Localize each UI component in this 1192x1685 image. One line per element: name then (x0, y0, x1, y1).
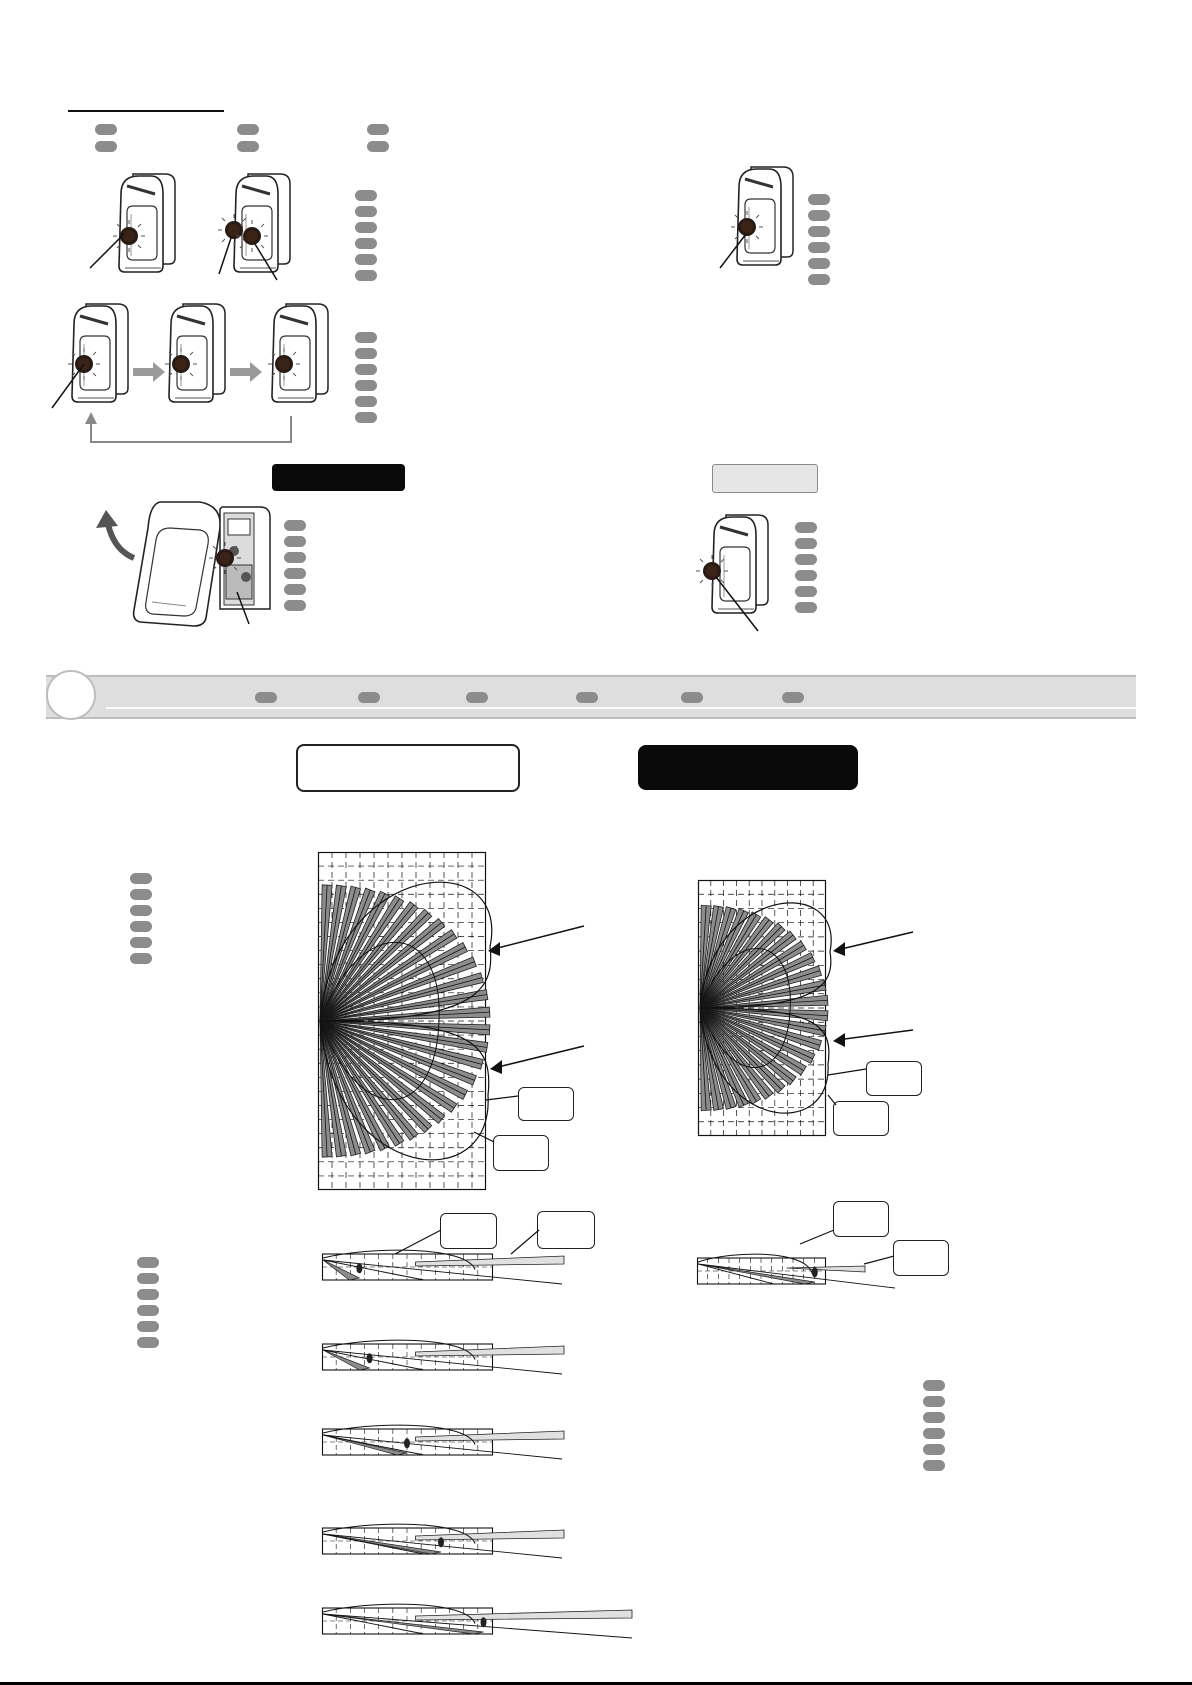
person-figure-icon (356, 1263, 362, 1273)
model-tag-outline (296, 744, 520, 792)
detection-pattern-side-view (322, 1340, 572, 1374)
text-placeholder (923, 1380, 945, 1391)
range-callout (537, 1211, 595, 1249)
detection-pattern-side-view (322, 1518, 572, 1558)
text-placeholder (284, 600, 306, 611)
section-heading-underline (68, 110, 224, 112)
text-placeholder (284, 568, 306, 579)
text-placeholder (355, 190, 377, 201)
mode-label-light (712, 464, 818, 493)
text-placeholder (355, 412, 377, 423)
detection-pattern-side-view (322, 1250, 572, 1284)
text-placeholder (130, 937, 152, 948)
text-placeholder (95, 124, 117, 135)
arrow-right-icon (133, 362, 165, 382)
text-placeholder (255, 692, 277, 703)
text-placeholder (355, 380, 377, 391)
text-placeholder (355, 364, 377, 375)
person-figure-icon (438, 1537, 444, 1547)
text-placeholder (808, 258, 830, 269)
text-placeholder (808, 226, 830, 237)
range-callout (518, 1087, 574, 1121)
text-placeholder (795, 554, 817, 565)
text-placeholder (795, 522, 817, 533)
text-placeholder (355, 206, 377, 217)
model-tag-dark (638, 745, 858, 790)
callout-leader (474, 1130, 496, 1144)
text-placeholder (923, 1460, 945, 1471)
pattern-pointer-arrows (825, 928, 915, 1048)
text-placeholder (130, 873, 152, 884)
text-placeholder (355, 254, 377, 265)
detection-pattern-top-view-small (698, 880, 828, 1138)
text-placeholder (237, 141, 259, 152)
text-placeholder (923, 1428, 945, 1439)
range-callout (866, 1061, 922, 1096)
text-placeholder (808, 210, 830, 221)
text-placeholder (95, 141, 117, 152)
text-placeholder (367, 124, 389, 135)
callout-leader (486, 1094, 520, 1104)
loop-arrow (85, 410, 295, 446)
text-placeholder (137, 1321, 159, 1332)
text-placeholder (808, 194, 830, 205)
range-callout (893, 1240, 949, 1276)
text-placeholder (923, 1412, 945, 1423)
text-placeholder (795, 570, 817, 581)
led-pointer-line (215, 234, 285, 284)
text-placeholder (137, 1337, 159, 1348)
person-figure-icon (404, 1438, 410, 1448)
text-placeholder (795, 586, 817, 597)
text-placeholder (237, 124, 259, 135)
text-placeholder (782, 692, 804, 703)
text-placeholder (808, 274, 830, 285)
detection-pattern-side-view (322, 1598, 632, 1638)
text-placeholder (576, 692, 598, 703)
text-placeholder (355, 348, 377, 359)
text-placeholder (923, 1396, 945, 1407)
section-number-circle (46, 670, 96, 720)
led-pointer-line (712, 575, 762, 635)
text-placeholder (355, 396, 377, 407)
text-placeholder (355, 238, 377, 249)
text-placeholder (923, 1444, 945, 1455)
detection-pattern-side-view (322, 1425, 572, 1459)
text-placeholder (681, 692, 703, 703)
text-placeholder (795, 602, 817, 613)
text-placeholder (137, 1257, 159, 1268)
bar-highlight (106, 707, 1136, 709)
text-placeholder (137, 1305, 159, 1316)
text-placeholder (130, 905, 152, 916)
sensor-device-icon (165, 302, 235, 412)
text-placeholder (284, 584, 306, 595)
text-placeholder (358, 692, 380, 703)
text-placeholder (130, 921, 152, 932)
text-placeholder (284, 552, 306, 563)
text-placeholder (284, 520, 306, 531)
person-figure-icon (481, 1617, 487, 1627)
text-placeholder (284, 536, 306, 547)
text-placeholder (355, 332, 377, 343)
text-placeholder (137, 1273, 159, 1284)
led-pointer-line (716, 230, 756, 270)
text-placeholder (367, 141, 389, 152)
detection-pattern-side-view (697, 1248, 887, 1288)
led-pointer-line (50, 360, 90, 410)
callout-leader (828, 1065, 868, 1115)
text-placeholder (137, 1289, 159, 1300)
text-placeholder (355, 222, 377, 233)
person-figure-icon (367, 1353, 373, 1363)
arrow-right-icon (230, 362, 262, 382)
text-placeholder (466, 692, 488, 703)
text-placeholder (355, 270, 377, 281)
mode-label-dark (272, 464, 405, 491)
text-placeholder (795, 538, 817, 549)
sensor-device-icon (268, 302, 338, 412)
text-placeholder (808, 242, 830, 253)
detection-pattern-top-view-large (318, 852, 488, 1192)
text-placeholder (130, 889, 152, 900)
text-placeholder (130, 953, 152, 964)
person-figure-icon (812, 1267, 818, 1277)
led-pointer-line (88, 230, 128, 270)
range-callout (493, 1135, 549, 1171)
led-pointer-line (235, 590, 255, 630)
